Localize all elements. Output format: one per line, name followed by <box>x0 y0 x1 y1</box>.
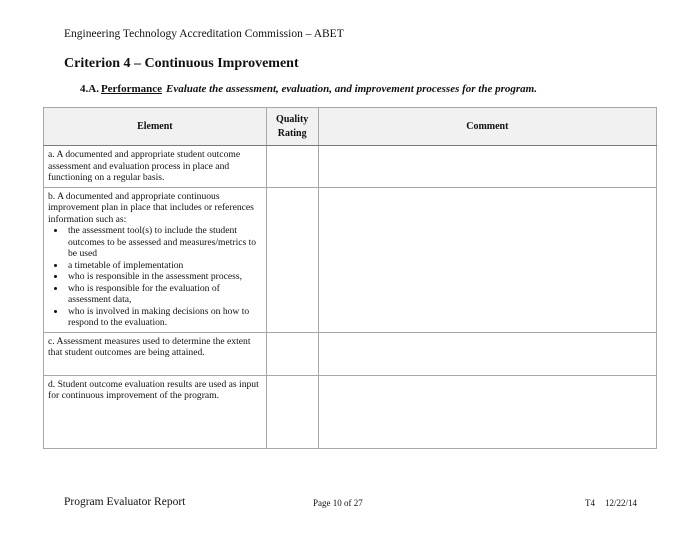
subsection-label: Performance <box>100 83 163 95</box>
header-element: Element <box>44 108 267 146</box>
element-text: b. A documented and appropriate continuous improvement plan in place that includes or references information such as: <box>48 190 254 225</box>
table-row <box>44 375 657 448</box>
comment-cell[interactable] <box>318 187 656 332</box>
element-text: c. Assessment measures used to determine the extent that student outcomes are being attained. <box>48 335 251 358</box>
table-header-row <box>44 108 657 146</box>
element-cell <box>44 332 267 375</box>
header-quality-rating: Quality Rating <box>266 108 318 146</box>
bullet-item: • the assessment tool(s) to include the student outcomes to be assessed and measures/metrics to be used <box>66 225 262 260</box>
footer-code: T4 <box>585 498 595 508</box>
bullet-item: • who is involved in making decisions on how to respond to the evaluation. <box>66 306 262 329</box>
document-header: Engineering Technology Accreditation Commission – ABET <box>64 28 344 40</box>
element-cell <box>44 146 267 188</box>
element-text: d. Student outcome evaluation results are used as input for continuous improvement of the program. <box>48 378 259 401</box>
rating-cell[interactable] <box>266 375 318 448</box>
bullet-item: • a timetable of implementation <box>66 260 262 272</box>
rating-cell[interactable] <box>266 187 318 332</box>
bullet-item: • who is responsible in the assessment process, <box>66 271 262 283</box>
subsection-number: 4.A. <box>80 83 99 95</box>
table-row <box>44 187 657 332</box>
comment-cell[interactable] <box>318 146 656 188</box>
header-comment: Comment <box>318 108 656 146</box>
rating-cell[interactable] <box>266 146 318 188</box>
footer-report-title: Program Evaluator Report <box>64 496 186 508</box>
footer-date: 12/22/14 <box>605 498 638 508</box>
rating-cell[interactable] <box>266 332 318 375</box>
element-cell <box>44 187 267 332</box>
subsection-description: Evaluate the assessment, evaluation, and improvement processes for the program. <box>166 83 537 95</box>
comment-cell[interactable] <box>318 375 656 448</box>
footer-meta <box>585 498 637 508</box>
subsection-heading <box>80 83 537 95</box>
element-bullet-list <box>48 225 262 329</box>
footer-page-number: Page 10 of 27 <box>313 498 363 508</box>
table-row <box>44 146 657 188</box>
element-text: a. A documented and appropriate student outcome assessment and evaluation process in place and functioning on a regular basis. <box>48 149 241 183</box>
comment-cell[interactable] <box>318 332 656 375</box>
element-cell <box>44 375 267 448</box>
criterion-title: Criterion 4 – Continuous Improvement <box>64 56 299 71</box>
bullet-item: • who is responsible for the evaluation of assessment data, <box>66 283 262 306</box>
evaluation-table <box>43 107 657 449</box>
table-row <box>44 332 657 375</box>
